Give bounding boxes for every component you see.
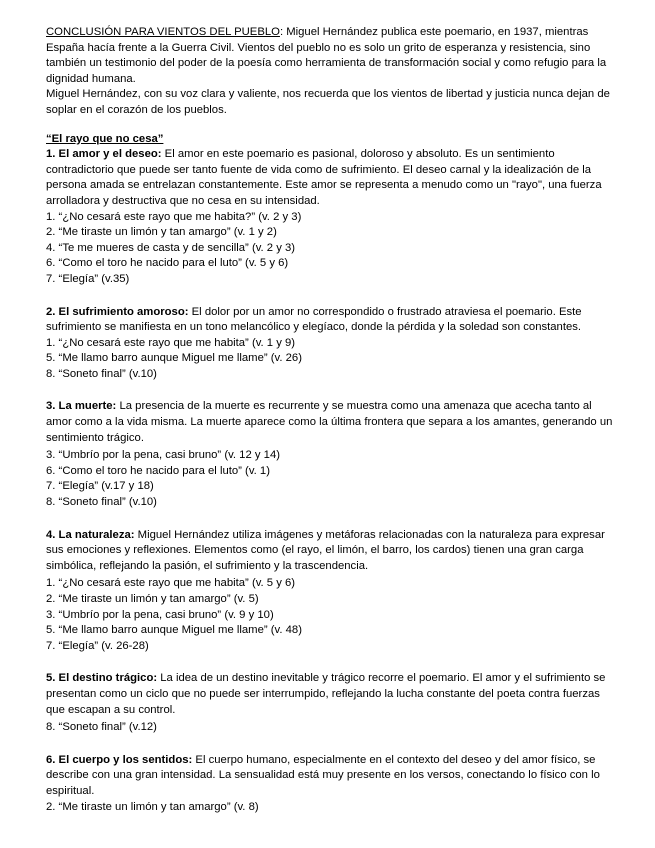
section-text: El cuerpo humano, especialmente en el contexto del deseo y del amor físico, se describe con una gran intensidad. La sensualidad está muy presente en los versos, conectando lo físico con lo espiritual. <box>46 753 600 797</box>
list-item: 2. “Me tiraste un limón y tan amargo” (v. 1 y 2) <box>46 226 277 239</box>
list-item: 6. “Como el toro he nacido para el luto” (v. 5 y 6) <box>46 257 289 270</box>
section-text: El amor en este poemario es pasional, doloroso y absoluto. Es un sentimiento contradictorio que puede ser tanto fuente de vida como de sufrimiento. El deseo carnal y la idealización de la persona amada se entrelazan constantemente. Este amor se representa a menudo como un "rayo", una fuerza arrolladora y destructiva que no cesa en su intensidad. <box>46 148 602 207</box>
list-item: 8. “Soneto final” (v.12) <box>46 721 157 734</box>
section-paragraph <box>46 528 615 575</box>
section-paragraph <box>46 753 615 800</box>
section-title: 5. El destino trágico: <box>46 672 158 685</box>
list-item: 5. “Me llamo barro aunque Miguel me llame” (v. 26) <box>46 352 302 365</box>
section-title: 2. El sufrimiento amoroso: <box>46 305 189 318</box>
list-item: 1. “¿No cesará este rayo que me habita?” (v. 2 y 3) <box>46 210 302 223</box>
section-text: La idea de un destino inevitable y trágico recorre el poemario. El amor y el sufrimiento se presentan como un ciclo que no puede ser interrumpido, reflejando la lucha constante del poeta contra fuerzas que escapan a su control. <box>46 672 606 716</box>
list-item: 2. “Me tiraste un limón y tan amargo” (v. 8) <box>46 800 259 813</box>
section-sufrimiento <box>46 305 615 383</box>
list-item: 3. “Umbrío por la pena, casi bruno” (v. 9 y 10) <box>46 608 274 621</box>
list-item: 1. “¿No cesará este rayo que me habita” (v. 1 y 9) <box>46 336 296 349</box>
list-item: 8. “Soneto final” (v.10) <box>46 367 157 380</box>
list-item: 4. “Te me mueres de casta y de sencilla” (v. 2 y 3) <box>46 241 296 254</box>
section-title: 6. El cuerpo y los sentidos: <box>46 753 193 766</box>
section-text: Miguel Hernández utiliza imágenes y metáforas relacionadas con la naturaleza para expresar sus emociones y reflexiones. Elementos como (el rayo, el limón, el barro, los cardos) tienen una gran carga simbólica, reflejando la pasión, el sufrimiento y la trascendencia. <box>46 528 605 572</box>
section-destino <box>46 671 615 735</box>
list-item: 6. “Como el toro he nacido para el luto” (v. 1) <box>46 464 270 477</box>
section-text: La presencia de la muerte es recurrente y se muestra como una amenaza que acecha tanto al amor como a la vida misma. La muerte aparece como la última frontera que separa a los amantes, generando un sentimiento trágico. <box>46 400 613 444</box>
section-naturaleza <box>46 528 615 655</box>
section-title: 1. El amor y el deseo: <box>46 148 162 161</box>
list-item: 7. “Elegía” (v.17 y 18) <box>46 480 154 493</box>
section-paragraph <box>46 399 615 446</box>
section-amor-deseo <box>46 147 615 287</box>
book-title: “El rayo que no cesa” <box>46 132 164 145</box>
list-item: 1. “¿No cesará este rayo que me habita” (v. 5 y 6) <box>46 577 296 590</box>
list-item: 8. “Soneto final” (v.10) <box>46 496 157 509</box>
section-title: 3. La muerte: <box>46 400 117 413</box>
list-item: 7. “Elegía” (v.35) <box>46 272 130 285</box>
section-title: 4. La naturaleza: <box>46 528 135 541</box>
intro-closing: Miguel Hernández, con su voz clara y valiente, nos recuerda que los vientos de libertad y justicia nunca dejan de soplar en el corazón de los pueblos. <box>46 88 610 116</box>
intro-text: : Miguel Hernández publica este poemario, en 1937, mientras España hacía frente a la Guerra Civil. Vientos del pueblo no es solo un grito de esperanza y resistencia, sino también un testimonio del poder de la poesía como herramienta de transformación social y como refugio para la dignidad humana. <box>46 26 607 85</box>
list-item: 7. “Elegía” (v. 26-28) <box>46 639 149 652</box>
intro-heading: CONCLUSIÓN PARA VIENTOS DEL PUEBLO <box>46 26 280 38</box>
section-cuerpo-sentidos <box>46 753 615 815</box>
list-item: 2. “Me tiraste un limón y tan amargo” (v. 5) <box>46 593 259 605</box>
section-paragraph <box>46 147 615 209</box>
section-paragraph <box>46 305 615 336</box>
list-item: 5. “Me llamo barro aunque Miguel me llame” (v. 48) <box>46 624 302 637</box>
section-paragraph <box>46 671 615 718</box>
list-item: 3. “Umbrío por la pena, casi bruno” (v. 12 y 14) <box>46 449 280 462</box>
section-muerte <box>46 399 615 510</box>
section-text: El dolor por un amor no correspondido o frustrado atraviesa el poemario. Este sufrimiento se manifiesta en un tono melancólico y elegíaco, donde la pérdida y la soledad son constantes. <box>46 305 582 334</box>
intro-paragraph <box>46 25 615 87</box>
